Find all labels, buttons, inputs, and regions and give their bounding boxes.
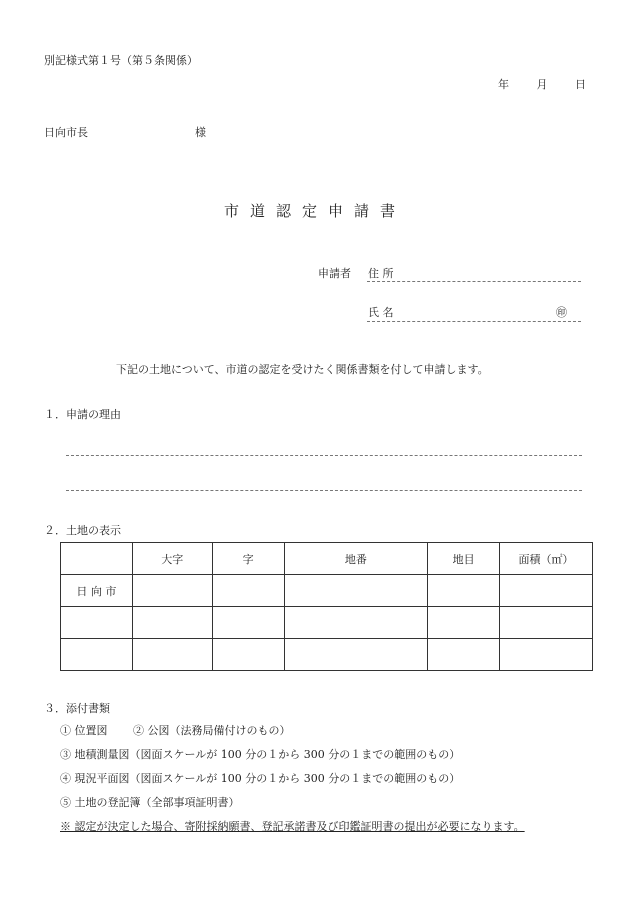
attachment-item-3: ④ 現況平面図（図面スケールが 100 分の１から 300 分の１までの範囲のもの） <box>60 772 461 785</box>
attachment-item-4: ⑤ 土地の登記簿（全部事項証明書） <box>60 796 240 809</box>
land-table <box>60 542 593 671</box>
cell-city: 日 向 市 <box>61 575 133 607</box>
addressee-honorific: 様 <box>195 126 206 139</box>
table-cell[interactable] <box>428 607 500 639</box>
name-field[interactable] <box>367 321 581 322</box>
table-cell[interactable] <box>284 607 428 639</box>
table-cell[interactable] <box>428 639 500 671</box>
attachment-item-2: ③ 地積測量図（図面スケールが 100 分の１から 300 分の１までの範囲のもの） <box>60 748 461 761</box>
date-year: 年 <box>498 78 509 91</box>
table-cell[interactable] <box>132 607 212 639</box>
table-cell[interactable] <box>500 607 593 639</box>
table-header-row <box>61 543 593 575</box>
date-row <box>474 76 586 92</box>
table-cell[interactable] <box>500 639 593 671</box>
table-row <box>61 639 593 671</box>
addressee <box>44 124 206 140</box>
header-oaza: 大字 <box>132 543 212 575</box>
table-row <box>61 575 593 607</box>
addressee-name: 日向市長 <box>44 126 88 139</box>
table-cell[interactable] <box>500 575 593 607</box>
header-area: 面積（㎡） <box>500 543 593 575</box>
reason-line-1[interactable] <box>66 455 582 456</box>
header-chiban: 地番 <box>284 543 428 575</box>
section3-heading: ３．添付書類 <box>44 702 110 715</box>
table-cell[interactable] <box>132 575 212 607</box>
attachment-note: ※ 認定が決定した場合、寄附採納願書、登記承諾書及び印鑑証明書の提出が必要になります。 <box>60 820 525 833</box>
header-aza: 字 <box>212 543 284 575</box>
table-cell[interactable] <box>61 607 133 639</box>
table-row <box>61 607 593 639</box>
section2-heading: ２．土地の表示 <box>44 524 121 537</box>
seal-mark: ㊞ <box>556 306 567 319</box>
date-day: 日 <box>575 78 586 91</box>
applicant-label: 申請者 <box>318 267 351 280</box>
table-cell[interactable] <box>212 639 284 671</box>
intro-text: 下記の土地について、市道の認定を受けたく関係書類を付して申請します。 <box>116 363 489 376</box>
reason-line-2[interactable] <box>66 490 582 491</box>
date-month: 月 <box>536 78 548 91</box>
table-cell[interactable] <box>284 575 428 607</box>
table-cell[interactable] <box>284 639 428 671</box>
table-cell[interactable] <box>61 639 133 671</box>
document-title: 市道認定申請書 <box>223 202 406 220</box>
form-number: 別記様式第１号（第５条関係） <box>44 54 198 67</box>
table-cell[interactable] <box>212 575 284 607</box>
header-blank <box>61 543 133 575</box>
address-label: 住 所 <box>368 267 394 280</box>
section1-heading: １．申請の理由 <box>44 408 121 421</box>
header-chimoku: 地目 <box>428 543 500 575</box>
table-cell[interactable] <box>212 607 284 639</box>
table-cell[interactable] <box>132 639 212 671</box>
address-field[interactable] <box>367 281 581 282</box>
attachment-item-1: ① 位置図 ② 公図（法務局備付けのもの） <box>60 724 291 737</box>
table-cell[interactable] <box>428 575 500 607</box>
name-label: 氏 名 <box>368 306 394 319</box>
